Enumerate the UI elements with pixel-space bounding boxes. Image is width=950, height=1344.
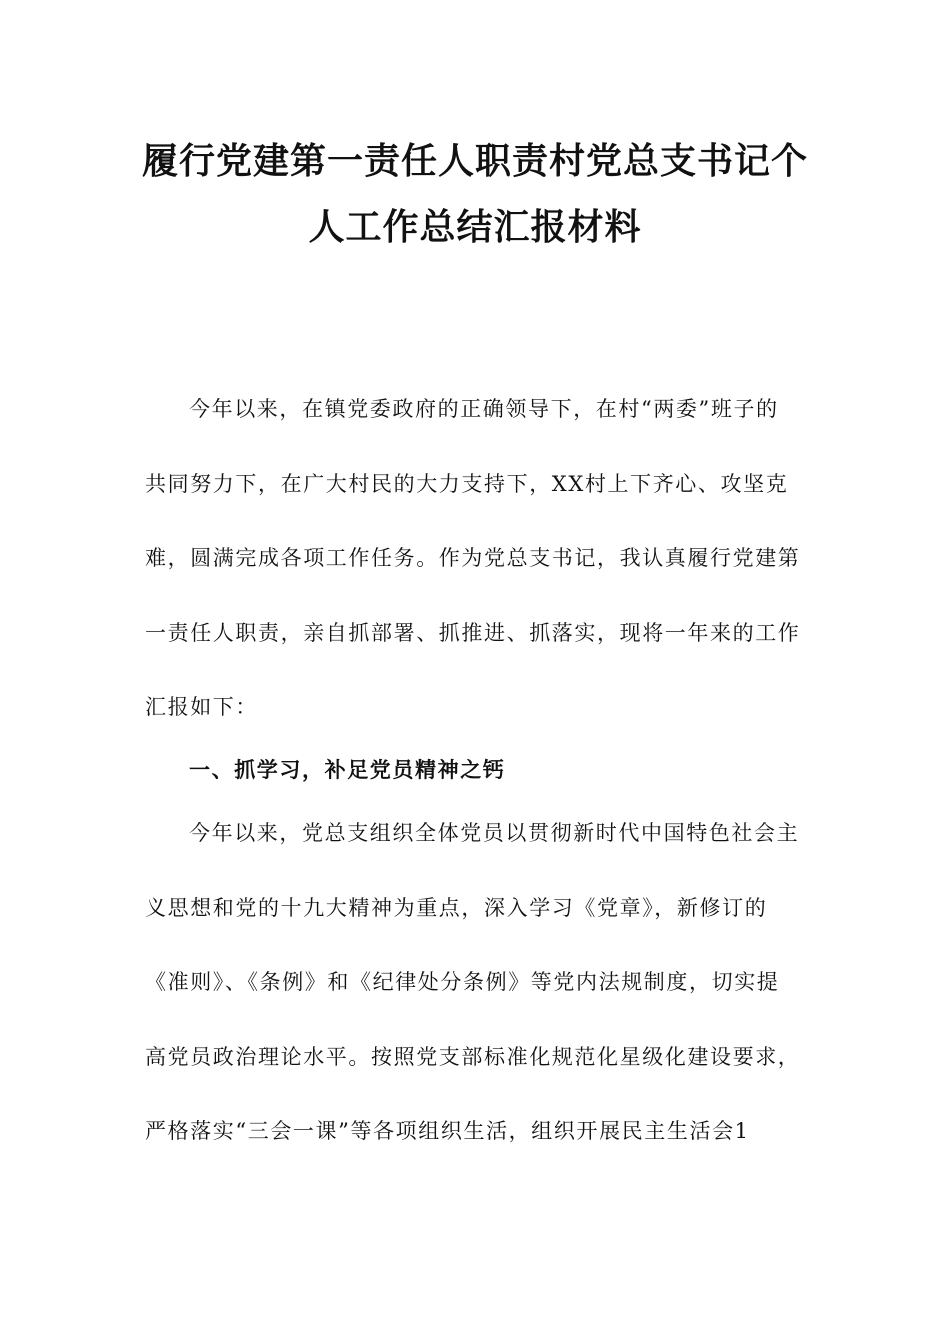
title-line-2: 人工作总结汇报材料 <box>308 206 642 248</box>
title-line-1: 履行党建第一责任人职责村党总支书记个 <box>141 140 808 182</box>
paragraph-line: 高党员政治理论水平。按照党支部标准化规范化星级化建设要求， <box>145 1044 801 1069</box>
paragraph-line: 今年以来，党总支组织全体党员以贯彻新时代中国特色社会主 <box>189 821 800 845</box>
paragraph-line: 严格落实“三会一课”等各项组织生活，组织开展民主生活会1 <box>145 1119 750 1143</box>
paragraph-line: 汇报如下： <box>145 695 258 719</box>
paragraph-line: 义思想和党的十九大精神为重点，深入学习《党章》，新修订的 <box>145 895 768 920</box>
paragraph-line: 今年以来，在镇党委政府的正确领导下，在村“两委”班子的 <box>189 397 779 421</box>
paragraph-line: 共同努力下，在广大村民的大力支持下，XX村上下齐心、攻坚克 <box>145 471 789 496</box>
paragraph-line: 《准则》、《条例》和《纪律处分条例》等党内法规制度，切实提 <box>145 970 780 994</box>
section-heading: 一、抓学习，补足党员精神之钙 <box>189 758 506 782</box>
paragraph-line: 难，圆满完成各项工作任务。作为党总支书记，我认真履行党建第 <box>145 546 801 570</box>
document-title <box>130 128 820 260</box>
paragraph-line: 一责任人职责，亲自抓部署、抓推进、抓落实，现将一年来的工作 <box>145 620 801 645</box>
intro-paragraph <box>145 372 801 745</box>
study-paragraph <box>145 796 801 1169</box>
